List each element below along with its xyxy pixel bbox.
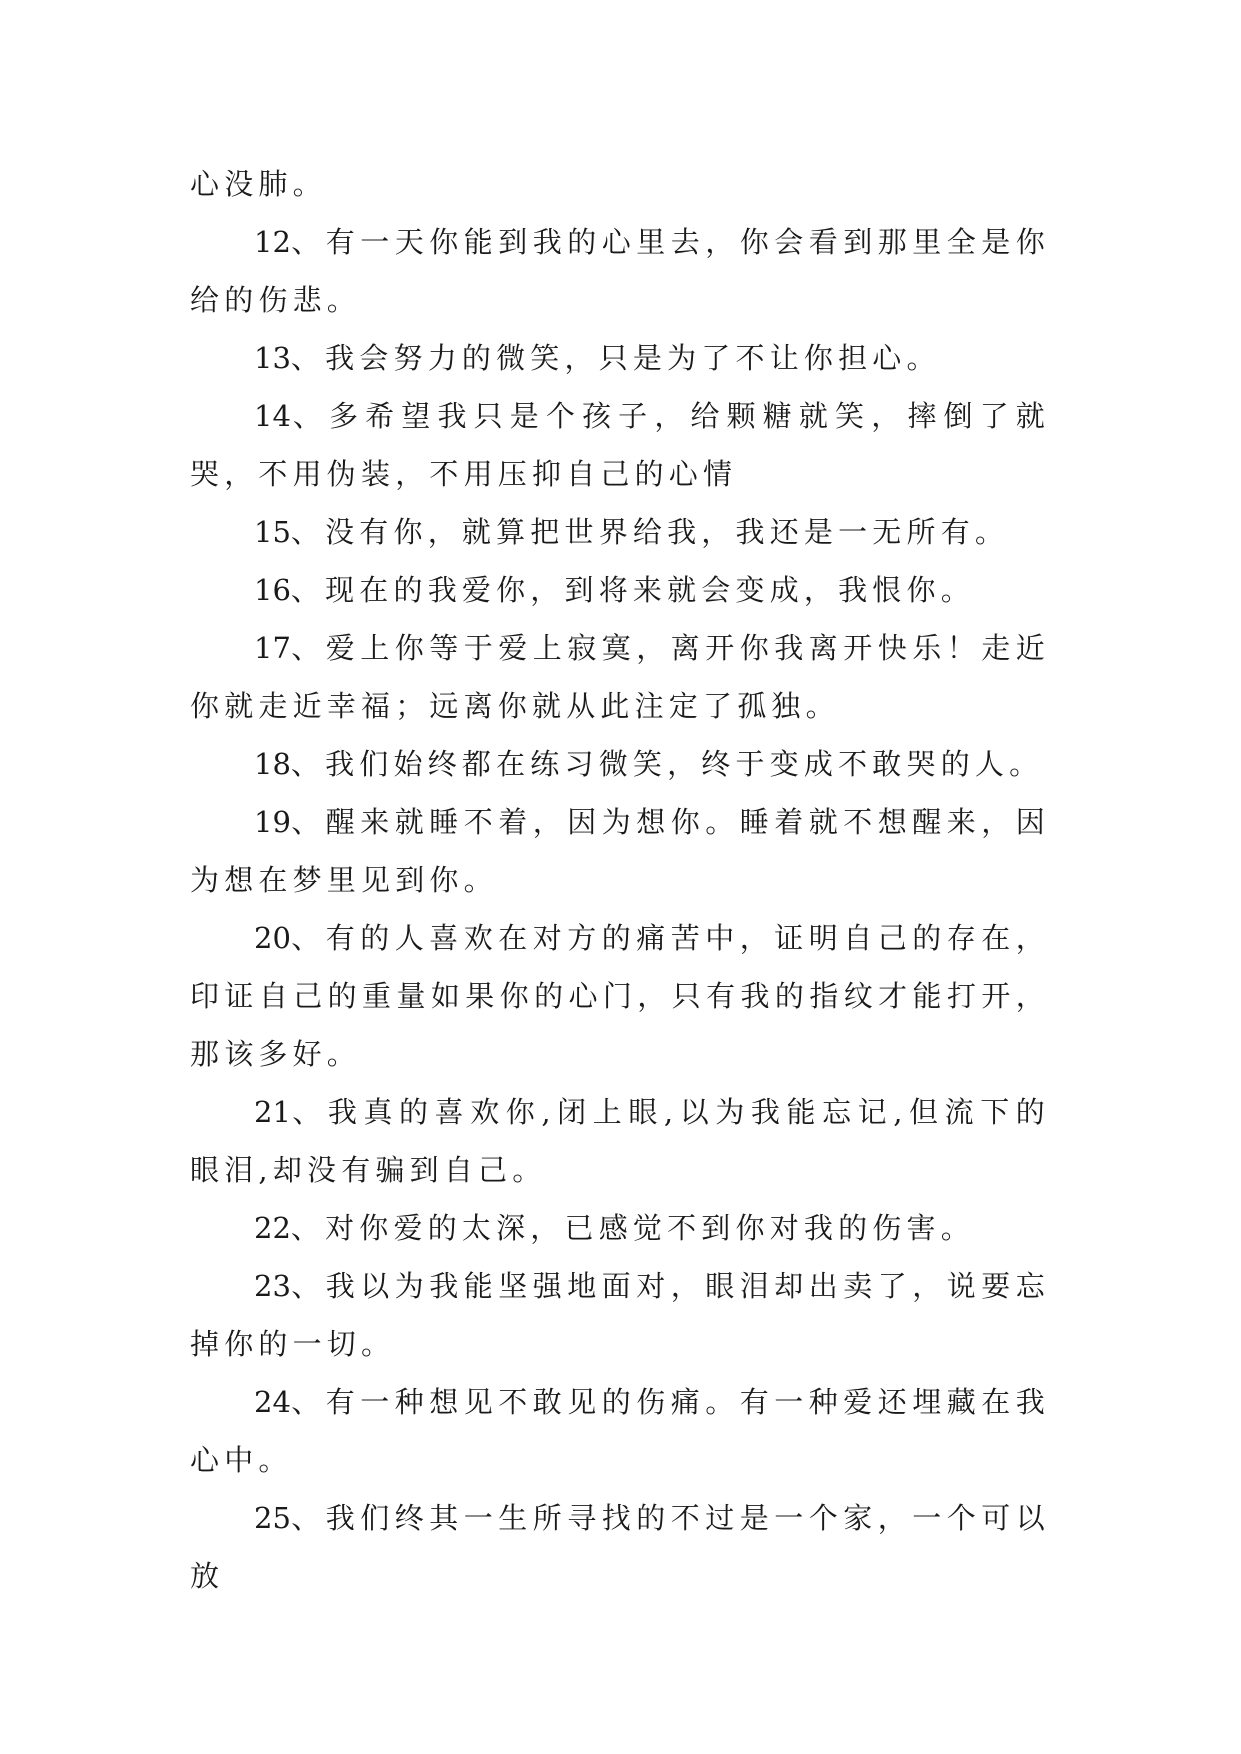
list-item-21 bbox=[190, 1083, 1050, 1199]
item-number: 12 bbox=[254, 225, 291, 259]
item-number: 16 bbox=[254, 573, 291, 607]
item-text: 、我们始终都在练习微笑，终于变成不敢哭的人。 bbox=[290, 747, 1044, 781]
item-number: 17 bbox=[254, 631, 291, 665]
item-number: 24 bbox=[254, 1385, 291, 1419]
list-item-15 bbox=[190, 503, 1050, 561]
item-text: 、爱上你等于爱上寂寞，离开你我离开快乐！走近你就走近幸福；远离你就从此注定了孤独。 bbox=[190, 631, 1050, 723]
item-number: 13 bbox=[254, 341, 291, 375]
item-text: 、有一天你能到我的心里去，你会看到那里全是你给的伤悲。 bbox=[190, 225, 1050, 317]
document-page bbox=[190, 155, 1050, 1605]
item-text: 、我以为我能坚强地面对，眼泪却出卖了，说要忘掉你的一切。 bbox=[190, 1269, 1050, 1361]
item-number: 15 bbox=[254, 515, 291, 549]
item-text: 、对你爱的太深，已感觉不到你对我的伤害。 bbox=[290, 1211, 975, 1245]
list-item-12 bbox=[190, 213, 1050, 329]
list-item-14 bbox=[190, 387, 1050, 503]
item-text: 、我真的喜欢你,闭上眼,以为我能忘记,但流下的眼泪,却没有骗到自己。 bbox=[190, 1095, 1050, 1187]
item-number: 25 bbox=[254, 1501, 291, 1535]
list-item-25 bbox=[190, 1489, 1050, 1605]
list-item-24 bbox=[190, 1373, 1050, 1489]
list-item-17 bbox=[190, 619, 1050, 735]
item-text: 、没有你，就算把世界给我，我还是一无所有。 bbox=[290, 515, 1010, 549]
item-text: 、有一种想见不敢见的伤痛。有一种爱还埋藏在我心中。 bbox=[190, 1385, 1050, 1477]
item-number: 22 bbox=[254, 1211, 291, 1245]
list-item-20 bbox=[190, 909, 1050, 1083]
list-item-16 bbox=[190, 561, 1050, 619]
item-number: 20 bbox=[254, 921, 291, 955]
item-number: 19 bbox=[254, 805, 291, 839]
list-item-22 bbox=[190, 1199, 1050, 1257]
item-number: 23 bbox=[254, 1269, 291, 1303]
list-item-19 bbox=[190, 793, 1050, 909]
item-number: 18 bbox=[254, 747, 291, 781]
item-text: 、多希望我只是个孩子，给颗糖就笑，摔倒了就哭，不用伪装，不用压抑自己的心情 bbox=[190, 399, 1050, 491]
item-text: 、现在的我爱你，到将来就会变成，我恨你。 bbox=[290, 573, 975, 607]
item-text: 、我们终其一生所寻找的不过是一个家，一个可以放 bbox=[190, 1501, 1050, 1593]
list-item-13 bbox=[190, 329, 1050, 387]
item-text: 、醒来就睡不着，因为想你。睡着就不想醒来，因为想在梦里见到你。 bbox=[190, 805, 1050, 897]
item-text: 、我会努力的微笑，只是为了不让你担心。 bbox=[290, 341, 941, 375]
list-item-23 bbox=[190, 1257, 1050, 1373]
item-number: 21 bbox=[254, 1095, 291, 1129]
continuation-paragraph: 心没肺。 bbox=[190, 167, 327, 201]
list-item-18 bbox=[190, 735, 1050, 793]
item-number: 14 bbox=[254, 399, 291, 433]
item-text: 、有的人喜欢在对方的痛苦中，证明自己的存在，印证自己的重量如果你的心门，只有我的指纹才能打开，那该多好。 bbox=[190, 921, 1050, 1071]
